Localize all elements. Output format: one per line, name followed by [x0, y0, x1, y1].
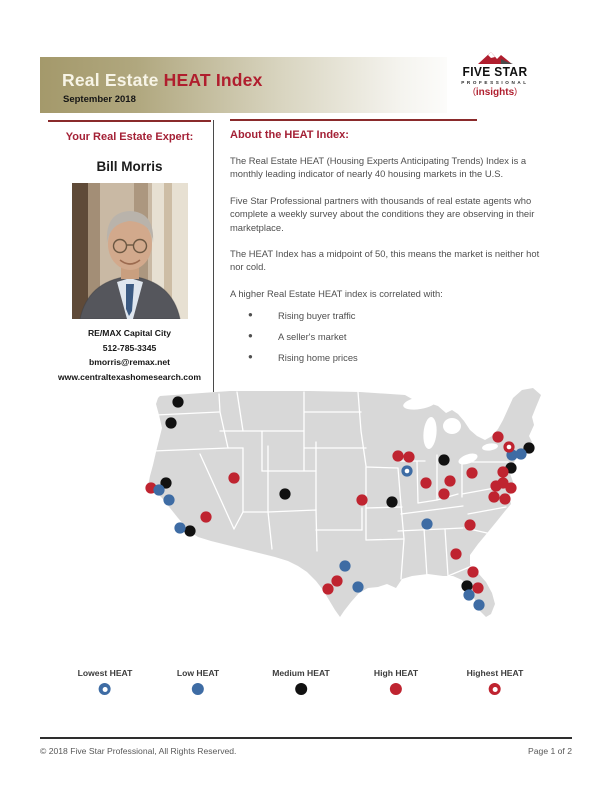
heat-marker-low [515, 448, 526, 459]
about-paragraph: A higher Real Estate HEAT index is correlated with: [230, 287, 443, 299]
column-divider [213, 120, 214, 392]
page-title-prefix: Real Estate [62, 70, 164, 90]
page-number: Page 1 of 2 [528, 746, 572, 756]
legend-item-high [374, 668, 418, 695]
heat-marker-low [352, 581, 363, 592]
expert-heading: Your Real Estate Expert: [65, 131, 194, 143]
low-heat-marker-icon [192, 683, 204, 695]
heat-marker-high [444, 475, 455, 486]
about-bullet-list [230, 310, 562, 363]
bullet-icon: ● [248, 331, 253, 341]
legend-item-medium [272, 668, 330, 695]
heat-marker-low [473, 599, 484, 610]
legend-label: Low HEAT [176, 668, 220, 678]
page-footer [40, 737, 572, 756]
bullet-icon: ● [248, 352, 253, 362]
logo-name: FIVE STAR [462, 64, 528, 79]
about-top-rule [230, 119, 477, 121]
agent-contact-block [48, 326, 211, 384]
bullet-item [230, 310, 562, 321]
us-heat-map [0, 380, 612, 640]
heat-marker-high [403, 451, 414, 462]
legend-item-highest [467, 668, 524, 695]
heat-marker-high [466, 467, 477, 478]
mountain-icon [472, 50, 518, 65]
heat-marker-high [438, 488, 449, 499]
agent-phone: 512-785-3345 [102, 342, 157, 353]
bullet-text: Rising buyer traffic [278, 310, 356, 322]
high-heat-marker-icon [390, 683, 402, 695]
expert-top-rule [48, 120, 211, 122]
highest-heat-marker-icon [489, 683, 501, 695]
agent-company: RE/MAX Capital City [87, 328, 172, 338]
heat-marker-low [463, 589, 474, 600]
tagline-text: insights [475, 86, 515, 98]
heat-marker-medium [279, 488, 290, 499]
about-paragraph: The HEAT Index has a midpoint of 50, this means the market is neither hot nor cold. [230, 248, 540, 273]
agent-email: bmorris@remax.net [89, 357, 170, 367]
legend-label: Lowest HEAT [77, 668, 133, 678]
bullet-item [230, 331, 562, 342]
heat-marker-high [467, 566, 478, 577]
map-legend [0, 668, 612, 708]
legend-label: Medium HEAT [272, 668, 330, 678]
bullet-text: A seller's market [278, 331, 347, 343]
heat-marker-high [356, 494, 367, 505]
heat-marker-medium [184, 525, 195, 536]
agent-website: www.centraltexashomesearch.com [58, 371, 201, 382]
about-paragraph: The Real Estate HEAT (Housing Experts Anticipating Trends) Index is a monthly leading indicator of nearly 40 housing markets in the U.S. [230, 155, 527, 180]
heat-marker-high [464, 519, 475, 530]
heat-marker-low [174, 522, 185, 533]
expert-sidebar [48, 120, 211, 384]
heat-marker-high [450, 548, 461, 559]
copyright-text: © 2018 Five Star Professional, All Rights Reserved. [40, 746, 237, 756]
report-date: September 2018 [63, 94, 136, 105]
logo-subname: PROFESSIONAL [461, 79, 529, 85]
heat-marker-high [497, 466, 508, 477]
legend-label: Highest HEAT [466, 668, 524, 678]
heat-marker-low [153, 484, 164, 495]
page-title-accent: HEAT Index [163, 70, 263, 90]
bullet-icon: ● [248, 310, 253, 320]
heat-marker-high [228, 472, 239, 483]
legend-item-low [177, 668, 219, 695]
tagline-right-mark: ) [514, 86, 518, 96]
heat-marker-high [392, 450, 403, 461]
bullet-item [230, 352, 562, 363]
heat-marker-medium [438, 454, 449, 465]
heat-marker-high [331, 575, 342, 586]
five-star-professional-logo [447, 50, 543, 118]
lowest-heat-marker-icon [99, 683, 111, 695]
us-outline [148, 388, 541, 617]
heat-marker-high [420, 477, 431, 488]
heat-marker-low [163, 494, 174, 505]
bullet-text: Rising home prices [278, 352, 358, 364]
about-section [230, 119, 562, 363]
heat-marker-medium [172, 396, 183, 407]
medium-heat-marker-icon [295, 683, 307, 695]
heat-marker-medium [386, 496, 397, 507]
heat-marker-low [421, 518, 432, 529]
heat-marker-high [322, 583, 333, 594]
logo-tagline [447, 87, 543, 98]
heat-marker-high [200, 511, 211, 522]
page-title [62, 70, 263, 91]
about-paragraph: Five Star Professional partners with thousands of real estate agents who complete a weekly survey about the conditions they are observing in their marketplace. [230, 194, 535, 233]
about-heading: About the HEAT Index: [230, 129, 349, 141]
heat-marker-hole [507, 445, 512, 450]
legend-item-lowest [78, 668, 133, 695]
heat-marker-low [339, 560, 350, 571]
agent-photo [72, 183, 188, 319]
heat-marker-high [488, 491, 499, 502]
agent-name: Bill Morris [96, 159, 163, 174]
heat-marker-hole [405, 469, 410, 474]
heat-marker-medium [165, 417, 176, 428]
tagline-left-mark: ( [472, 86, 476, 96]
heat-marker-high [472, 582, 483, 593]
legend-label: High HEAT [373, 668, 419, 678]
heat-marker-high [505, 482, 516, 493]
heat-marker-high [499, 493, 510, 504]
heat-marker-high [492, 431, 503, 442]
